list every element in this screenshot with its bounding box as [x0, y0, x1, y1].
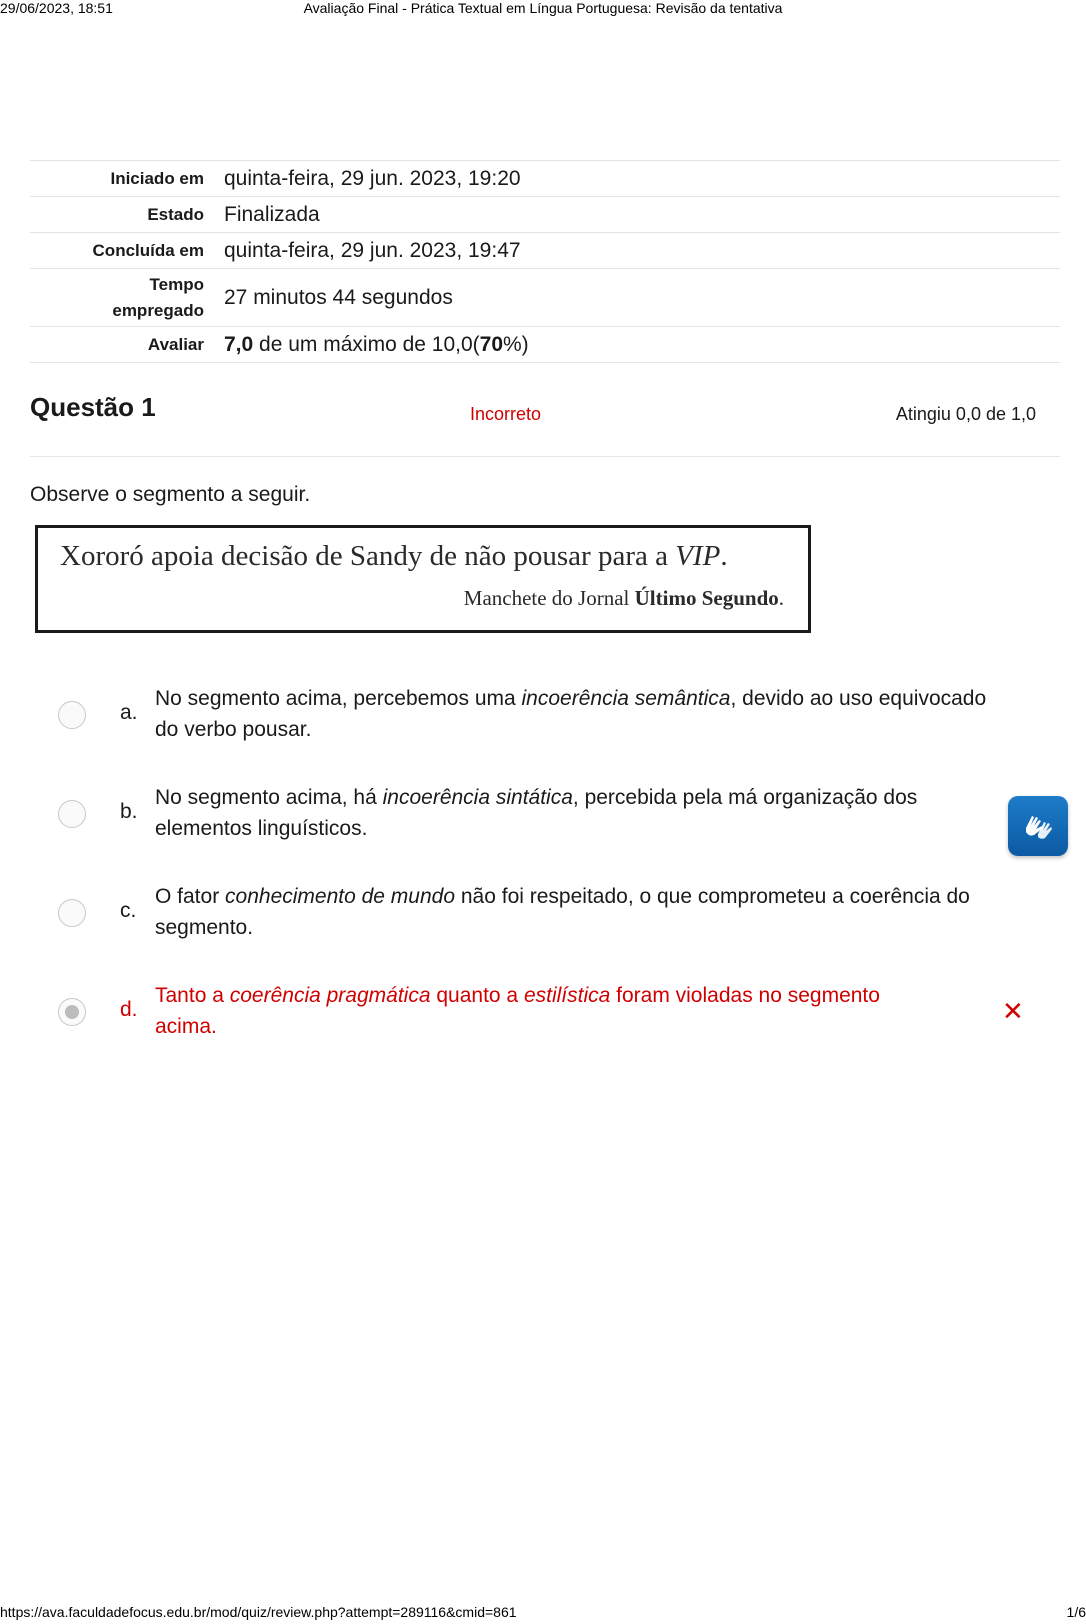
- question-status: Incorreto: [470, 404, 542, 424]
- grade-label: Avaliar: [147, 334, 204, 354]
- grade-score: 7,0: [224, 332, 254, 356]
- option-letter: b.: [120, 800, 138, 823]
- time-label-line2: empregado: [112, 300, 204, 320]
- started-label: Iniciado em: [110, 168, 204, 188]
- option-text: [155, 683, 1015, 745]
- option-text-pre: No segmento acima, percebemos uma: [155, 687, 522, 710]
- grade-end: %): [503, 332, 529, 356]
- option-text: [155, 782, 1015, 844]
- print-page-number: 1/6: [1066, 1604, 1086, 1620]
- summary-row-time: [30, 269, 1060, 327]
- summary-row-completed: [30, 233, 1060, 269]
- headline-end: .: [720, 540, 728, 572]
- time-label-line1: Tempo: [149, 274, 204, 294]
- question-header: [30, 392, 1060, 457]
- grade-percent: 70: [479, 332, 503, 356]
- option-text-pre: No segmento acima, há: [155, 786, 383, 809]
- print-url: https://ava.faculdadefocus.edu.br/mod/quiz/review.php?attempt=289116&cmid=861: [0, 1604, 517, 1620]
- grade-mid: de um máximo de 10,0(: [253, 332, 480, 356]
- summary-row-grade: [30, 327, 1060, 363]
- headline-text: [60, 540, 728, 573]
- print-datetime: 29/06/2023, 18:51: [0, 0, 113, 16]
- sign-language-accessibility-button[interactable]: [1008, 796, 1068, 856]
- summary-row-state: [30, 197, 1060, 233]
- option-text-italic: incoerência sintática: [382, 786, 573, 809]
- time-label: [30, 272, 204, 324]
- question-title: Questão 1: [30, 392, 156, 422]
- state-label: Estado: [147, 204, 204, 224]
- headline-italic: VIP: [675, 540, 721, 572]
- option-text: [155, 881, 1015, 943]
- grade-value: [204, 333, 529, 357]
- option-letter: a.: [120, 701, 138, 724]
- source-bold: Último Segundo: [634, 586, 779, 610]
- option-text-post: foram violadas no segmento acima.: [155, 984, 880, 1038]
- started-value: quinta-feira, 29 jun. 2023, 19:20: [224, 166, 521, 190]
- time-value: 27 minutos 44 segundos: [224, 285, 453, 309]
- headline: Xororó apoia decisão de Sandy de não pousar para a: [60, 540, 676, 572]
- option-text-italic: conhecimento de mundo: [225, 885, 456, 908]
- completed-value: quinta-feira, 29 jun. 2023, 19:47: [224, 238, 521, 262]
- attempt-summary-table: [30, 160, 1060, 363]
- headline-source: [464, 586, 784, 611]
- option-text-italic2: estilística: [523, 984, 611, 1007]
- print-page-title: Avaliação Final - Prática Textual em Língua Portuguesa: Revisão da tentativa: [303, 0, 783, 16]
- option-letter: d.: [120, 998, 138, 1021]
- option-letter: c.: [120, 899, 137, 922]
- option-text-post: , percebida pela má organização dos elementos linguísticos.: [155, 786, 918, 840]
- question-image: [35, 525, 811, 633]
- radio-b[interactable]: [58, 800, 86, 828]
- answer-option-c[interactable]: [58, 881, 1038, 945]
- radio-d-selected[interactable]: [58, 998, 86, 1026]
- completed-label: Concluída em: [92, 240, 204, 260]
- state-value: Finalizada: [224, 202, 320, 226]
- answer-option-a[interactable]: [58, 683, 1038, 747]
- incorrect-x-icon: ✕: [1002, 996, 1024, 1026]
- option-text-italic: incoerência semântica: [521, 687, 731, 710]
- option-text-mid: quanto a: [430, 984, 524, 1007]
- source-end: .: [778, 586, 784, 610]
- option-text-post: não foi respeitado, o que comprometeu a coerência do segmento.: [155, 885, 970, 939]
- radio-a[interactable]: [58, 701, 86, 729]
- summary-row-started: [30, 161, 1060, 197]
- option-text: [155, 980, 935, 1042]
- option-text-italic: coerência pragmática: [229, 984, 431, 1007]
- source-prefix: Manchete do Jornal: [463, 586, 635, 610]
- option-text-post: , devido ao uso equivocado do verbo pousar.: [155, 687, 987, 741]
- question-prompt: Observe o segmento a seguir.: [30, 483, 311, 506]
- option-text-pre: O fator: [155, 885, 226, 908]
- radio-c[interactable]: [58, 899, 86, 927]
- hands-icon: [1020, 808, 1056, 844]
- answer-option-d[interactable]: [58, 980, 1038, 1044]
- print-header: [0, 0, 1086, 20]
- option-text-pre: Tanto a: [155, 984, 230, 1007]
- question-grade: Atingiu 0,0 de 1,0: [895, 404, 1036, 424]
- print-footer: [0, 1604, 1086, 1624]
- answer-option-b[interactable]: [58, 782, 1038, 846]
